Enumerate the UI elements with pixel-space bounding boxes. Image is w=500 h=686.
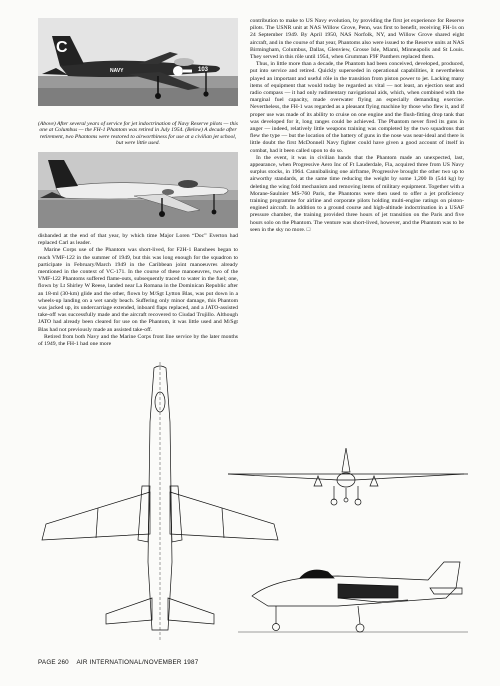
paragraph: Retired from both Navy and the Marine Corps front line service by the later months of 1949, the FH-1 had one more	[38, 333, 238, 348]
tail-letter: C	[56, 39, 68, 56]
photo-phantom-navy-reserve	[38, 18, 238, 106]
paragraph: Marine Corps use of the Phantom was short-lived, for F2H-1 Banshees began to reach VMF-122 in the summer of 1949, but this was long enough for the squadron to participate in February/March 1949 in the Caribbean joint manoeuvres already mentioned in the context of VC-171. In the course of these manoeuvres, two of the VMF-122 Phantoms suffered flame-outs, subsequently traced to water in the fuel; one, flown by Lt Shirley W Reese, landed near La Romana in the Dominican Republic after an 18-ml (30-km) glide and the other, flown by M/Sgt Lytton Blas, was put down in a wheels-up landing on a wet sandy beach. Suffering only minor damage, this Phantom was jacked up, its undercarriage extended, inboard flaps replaced, and a JATO-assisted take-off was successfully made and the aircraft recovered to Ciudad Trujillo. Although JATO had already been cleared for use on the Phantom, it was little used and M/Sgt Blas had not previously made an assisted take-off.	[38, 247, 238, 333]
magazine-issue: AIR INTERNATIONAL/NOVEMBER 1987	[76, 659, 199, 666]
aircraft-number: 103	[198, 67, 209, 73]
navy-marking: NAVY	[110, 68, 124, 74]
paragraph: disbanded at the end of that year, by which time Major Loren “Doc” Everton had replaced Carl as leader.	[38, 233, 238, 247]
plan-view	[42, 362, 278, 642]
three-view-drawing	[38, 362, 468, 655]
paragraph: contribution to make to US Navy evolution, by providing the first jet experience for Reserve pilots. The USNR unit at NAS Willow Grove, Penn, was first to benefit, receiving FH-1s on 24 September 1949. By April 1950, NAS Norfolk, NY, and Willow Grove shared eight aircraft, and in the course of that year, Phantoms also were issued to the Reserve units at NAS Birmingham, Columbus, Dallas, Glenview, Grosse Isle, Miami, Minneapolis and St Louis. They served in this rôle until 1954, when Grumman F9F Panthers replaced them.	[250, 18, 464, 61]
page-number: PAGE 260	[38, 659, 69, 666]
page-footer	[38, 659, 204, 666]
front-view	[228, 448, 468, 505]
photo-restored-phantom	[38, 152, 238, 228]
right-column-text	[250, 18, 464, 234]
paragraph: Thus, in little more than a decade, the Phantom had been conceived, developed, produced, put into service and retired. Quickly superseded in operational capabilities, it nevertheless played an important and useful rôle in the transition from piston power to jet. Lacking many items of equipment that would today be regarded as vital — not least, an ejection seat and radio compass — it had only rudimentary navigational aids, which, when combined with the marginal fuel capacity, made overwater flying an especially demanding exercise. Nevertheless, the FH-1 was regarded as a pleasant flying machine by those who flew it, and if proper use was made of its ability to cruise on one engine and the flush-fitting drop tank that was developed for it, long ranges could be achieved. The Phantom never fired its guns in anger — indeed, relatively little weapons training was completed by the two squadrons that flew the type — but the location of the battery of guns in the nose was near-ideal and there is little doubt the first McDonnell Navy fighter could have given a good account of itself in combat, had it been called upon to do so.	[250, 61, 464, 154]
left-column-text	[38, 233, 238, 348]
side-view	[238, 562, 468, 632]
paragraph: In the event, it was in civilian hands that the Phantom made an unexpected, last, appearance, when Progressive Aero Inc of Ft Lauderdale, Fla, acquired three from US Navy surplus stocks, in 1964. Cannibalising one airframe, Progressive brought the other two up to airworthy standards, at the same time reducing the weight by some 1,200 lb (544 kg) by deleting the wing fold mechanism and removing items of military equipment. Together with a Morane-Saulnier MS-760 Paris, the Phantoms were then used to offer a jet proficiency training programme for airline and corporate pilots holding multi-engine ratings on piston-engined aircraft. In addition to a ground course and high-altitude indoctrination in a USAF pressure chamber, the training provided three hours of jet transition on the Paris and five hours solo on the Phantom. The venture was short-lived, however, and the Phantom was to be seen in the sky no more. □	[250, 154, 464, 233]
photo-caption: (Above) After several years of service for jet indoctrination of Navy Reserve pilots — this one at Columbus — the FH-1 Phantom was retired in July 1954. (Below) A decade after retirement, two Phantoms were restored to airworthiness for use at a civilian jet school, but were little used.	[38, 121, 238, 146]
